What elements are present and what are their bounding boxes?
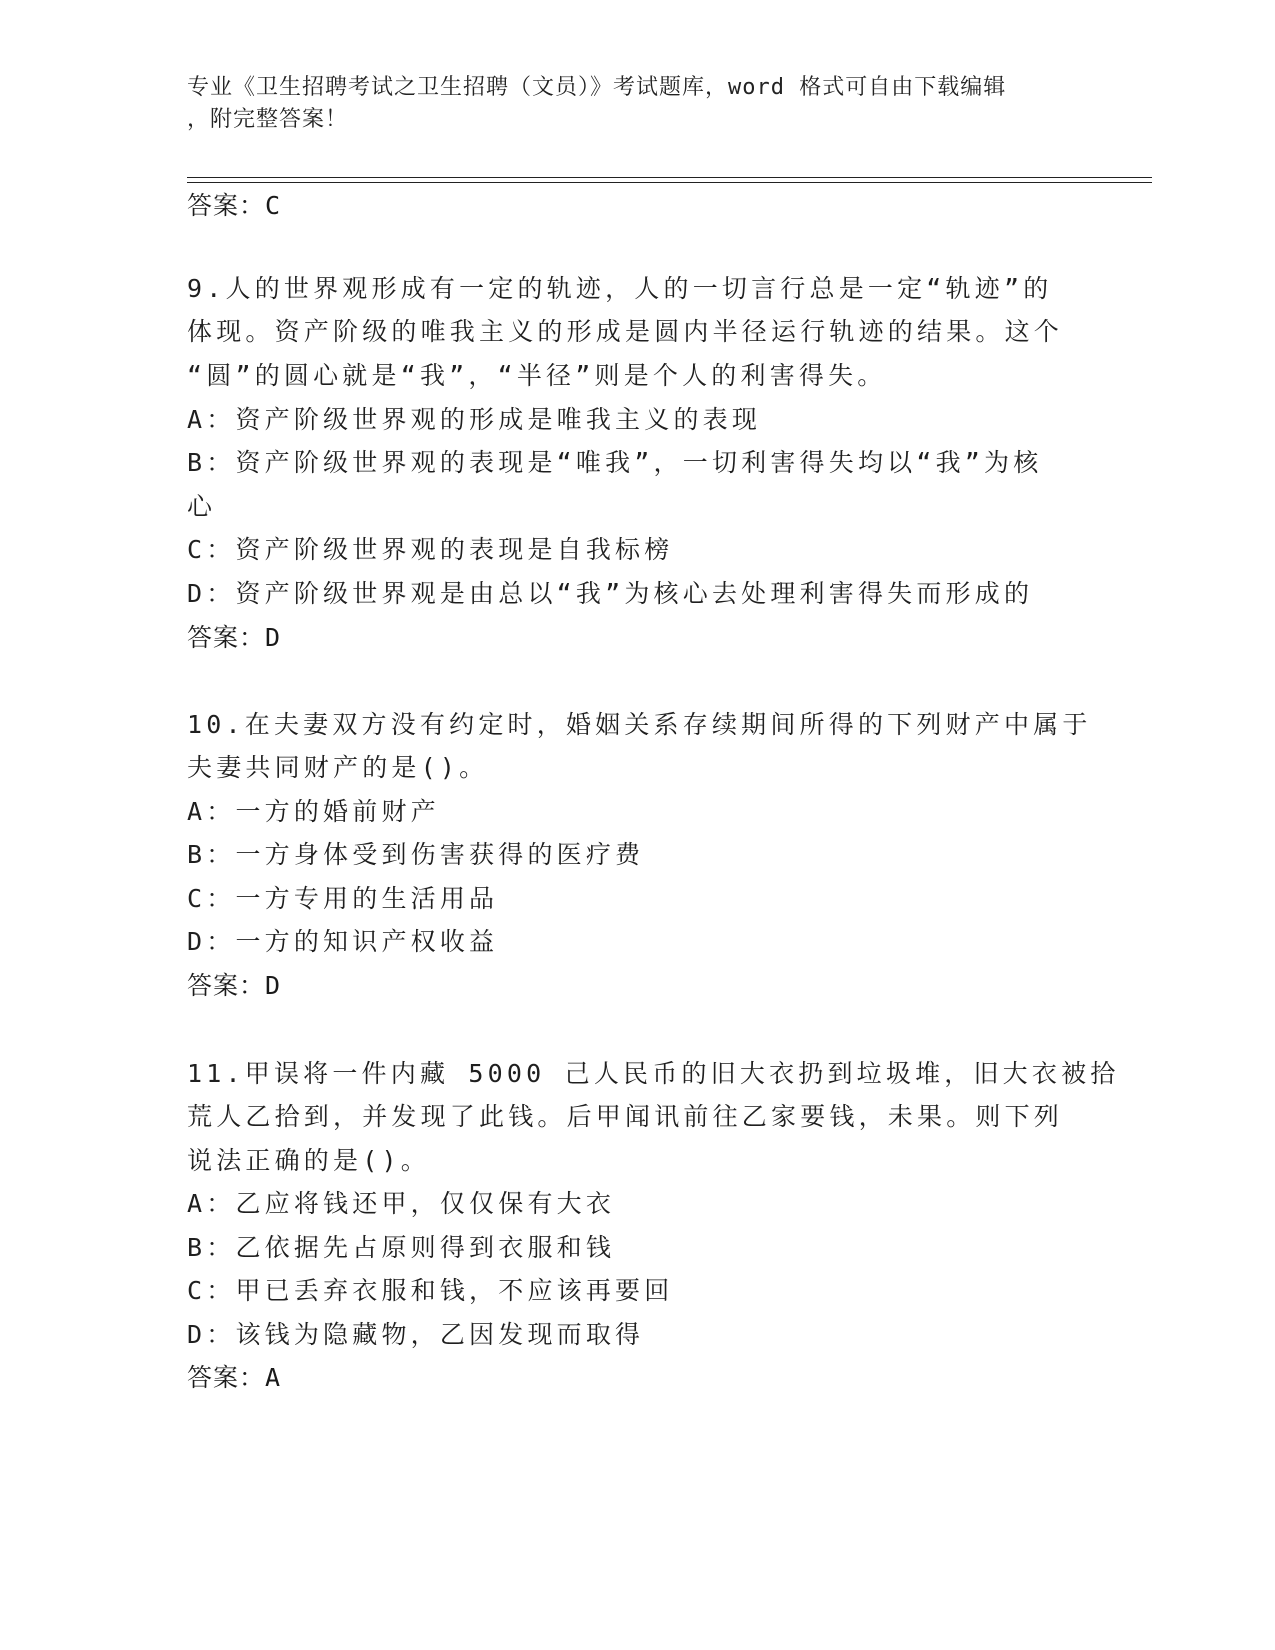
question-9-option-d: D：资产阶级世界观是由总以“我”为核心去处理利害得失而形成的	[187, 579, 1034, 608]
question-9-option-b: B：资产阶级世界观的表现是“唯我”，一切利害得失均以“我”为核	[187, 448, 1043, 477]
question-9-stem-line-1: 9.人的世界观形成有一定的轨迹，人的一切言行总是一定“轨迹”的	[187, 274, 1053, 303]
question-9-option-b-cont: 心	[187, 492, 217, 521]
question-10-stem-line-2: 夫妻共同财产的是()。	[187, 753, 489, 782]
question-10-answer: 答案：D	[187, 971, 282, 1000]
question-11-stem-line-2: 荒人乙拾到，并发现了此钱。后甲闻讯前往乙家要钱，未果。则下列	[187, 1102, 1064, 1131]
document-header	[187, 72, 1067, 136]
question-10-option-d: D：一方的知识产权收益	[187, 927, 499, 956]
question-9-stem-line-2: 体现。资产阶级的唯我主义的形成是圆内半径运行轨迹的结果。这个	[187, 317, 1064, 346]
question-11-answer: 答案：A	[187, 1363, 282, 1392]
header-line-1: 专业《卫生招聘考试之卫生招聘（文员）》考试题库，word 格式可自由下载编辑	[187, 75, 1007, 100]
question-11-option-a: A：乙应将钱还甲，仅仅保有大衣	[187, 1189, 616, 1218]
question-10-option-c: C：一方专用的生活用品	[187, 884, 499, 913]
question-9-stem-line-3: “圆”的圆心就是“我”，“半径”则是个人的利害得失。	[187, 361, 887, 390]
question-10-stem-line-1: 10.在夫妻双方没有约定时，婚姻关系存续期间所得的下列财产中属于	[187, 710, 1092, 739]
question-10-option-b: B：一方身体受到伤害获得的医疗费	[187, 840, 645, 869]
question-11-option-c: C：甲已丢弃衣服和钱，不应该再要回	[187, 1276, 674, 1305]
question-9-answer: 答案：D	[187, 623, 282, 652]
question-11-option-d: D：该钱为隐藏物，乙因发现而取得	[187, 1320, 645, 1349]
header-rule	[187, 177, 1152, 178]
question-9-option-c: C：资产阶级世界观的表现是自我标榜	[187, 535, 674, 564]
previous-answer: 答案：C	[187, 191, 282, 220]
question-11-stem-line-1: 11.甲误将一件内藏 5000 己人民币的旧大衣扔到垃圾堆，旧大衣被拾	[187, 1059, 1120, 1088]
header-rule-secondary	[187, 182, 1152, 183]
question-11-option-b: B：乙依据先占原则得到衣服和钱	[187, 1233, 616, 1262]
question-11-stem-line-3: 说法正确的是()。	[187, 1146, 430, 1175]
header-line-2: ，附完整答案！	[187, 107, 349, 132]
question-9-option-a: A：资产阶级世界观的形成是唯我主义的表现	[187, 405, 762, 434]
question-10-option-a: A：一方的婚前财产	[187, 797, 440, 826]
